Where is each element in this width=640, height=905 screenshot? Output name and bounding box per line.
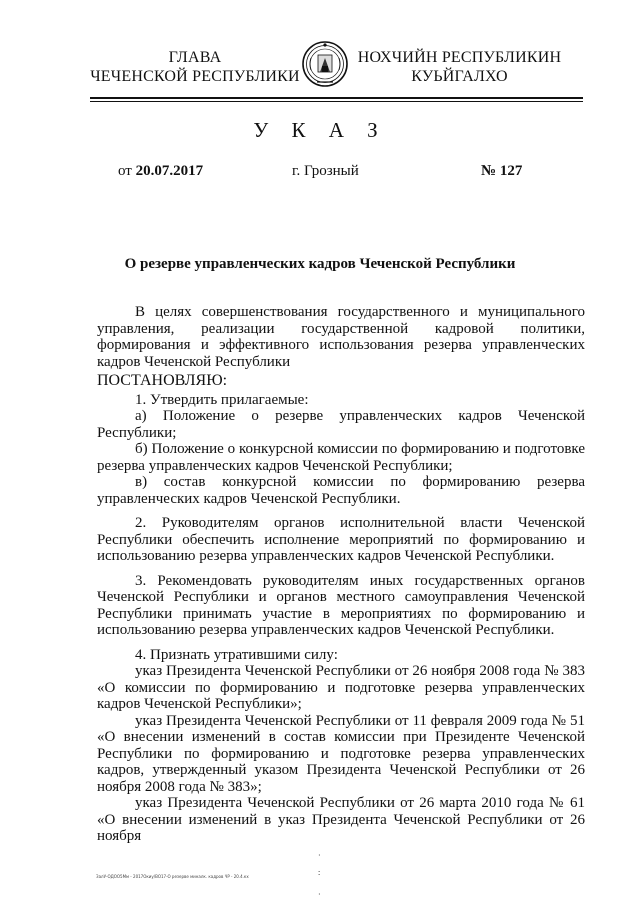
document-body <box>97 304 585 845</box>
header-left-line2: ЧЕЧЕНСКОЙ РЕСПУБЛИКИ <box>90 68 300 85</box>
item-4a: указ Президента Чеченской Республики от 26 ноября 2008 года № 383 «О комиссии по формированию и подготовке резерва управленческих кадров Чеченской Республики»; <box>97 663 585 712</box>
date-prefix: от <box>118 163 132 179</box>
item-2: 2. Руководителям органов исполнительной власти Чеченской Республики обеспечить исполнение мероприятий по формированию и использованию резерва управленческих кадров Чеченской Республики. <box>97 515 585 564</box>
decree-heading: ПОСТАНОВЛЯЮ: <box>97 372 228 389</box>
header-left-line1: ГЛАВА <box>168 49 222 66</box>
intro-paragraph: В целях совершенствования государственного и муниципального управления, реализации государственной кадровой политики, формирования и эффективного использования резерва управленческих кадров Чеченской Республики <box>97 304 585 370</box>
item-4: 4. Признать утратившими силу: <box>135 646 338 663</box>
coat-of-arms-icon <box>301 36 349 92</box>
document-subject: О резерве управленческих кадров Чеченской Республики <box>124 256 516 272</box>
scan-mark: : <box>318 868 321 877</box>
item-1a: а) Положение о резерве управленческих кадров Чеченской Республики; <box>97 408 585 441</box>
document-date <box>118 163 203 180</box>
footer-filename: ЗалУ-ОДОО5Мм - 2017Окиу/ВО17-О резерве миналк. кадров ЧР - 20.4.кх <box>96 874 249 879</box>
header-left <box>90 48 300 86</box>
scan-mark: · <box>318 851 321 860</box>
item-3: 3. Рекомендовать руководителям иных государственных органов Чеченской Республики и органов местного самоуправления Чеченской Республики принимать участие в мероприятиях по формированию и использованию резерва управленческих кадров Чеченской Республики. <box>97 572 585 638</box>
header-rule-thick <box>90 97 583 99</box>
item-1c: в) состав конкурсной комиссии по формированию резерва управленческих кадров Чеченской Республики. <box>97 474 585 507</box>
item-1b: б) Положение о конкурсной комиссии по формированию и подготовке резерва управленческих кадров Чеченской Республики; <box>97 441 585 474</box>
item-4c: указ Президента Чеченской Республики от 26 марта 2010 года № 61 «О внесении изменений в указ Президента Чеченской Республики от 26 ноября <box>97 795 585 844</box>
date-value: 20.07.2017 <box>135 163 204 179</box>
header-right-line2: КУЬЙГАЛХО <box>411 68 508 85</box>
header-rule-thin <box>90 101 583 102</box>
document-number: № 127 <box>481 163 523 179</box>
item-4b: указ Президента Чеченской Республики от 11 февраля 2009 года № 51 «О внесении изменений в состав комиссии при Президенте Чеченской Республики по формированию и подготовке резерва управленческих кадров, утвержденный указом Президента Чеченской Республики от 26 ноября 2008 года № 383»; <box>97 712 585 795</box>
header-right <box>352 48 567 86</box>
item-1: 1. Утвердить прилагаемые: <box>135 391 309 408</box>
header-right-line1: НОХЧИЙН РЕСПУБЛИКИН <box>357 49 562 66</box>
document-city: г. Грозный <box>292 163 359 179</box>
document-title: У К А З <box>253 118 387 142</box>
scan-mark: · <box>318 890 321 899</box>
